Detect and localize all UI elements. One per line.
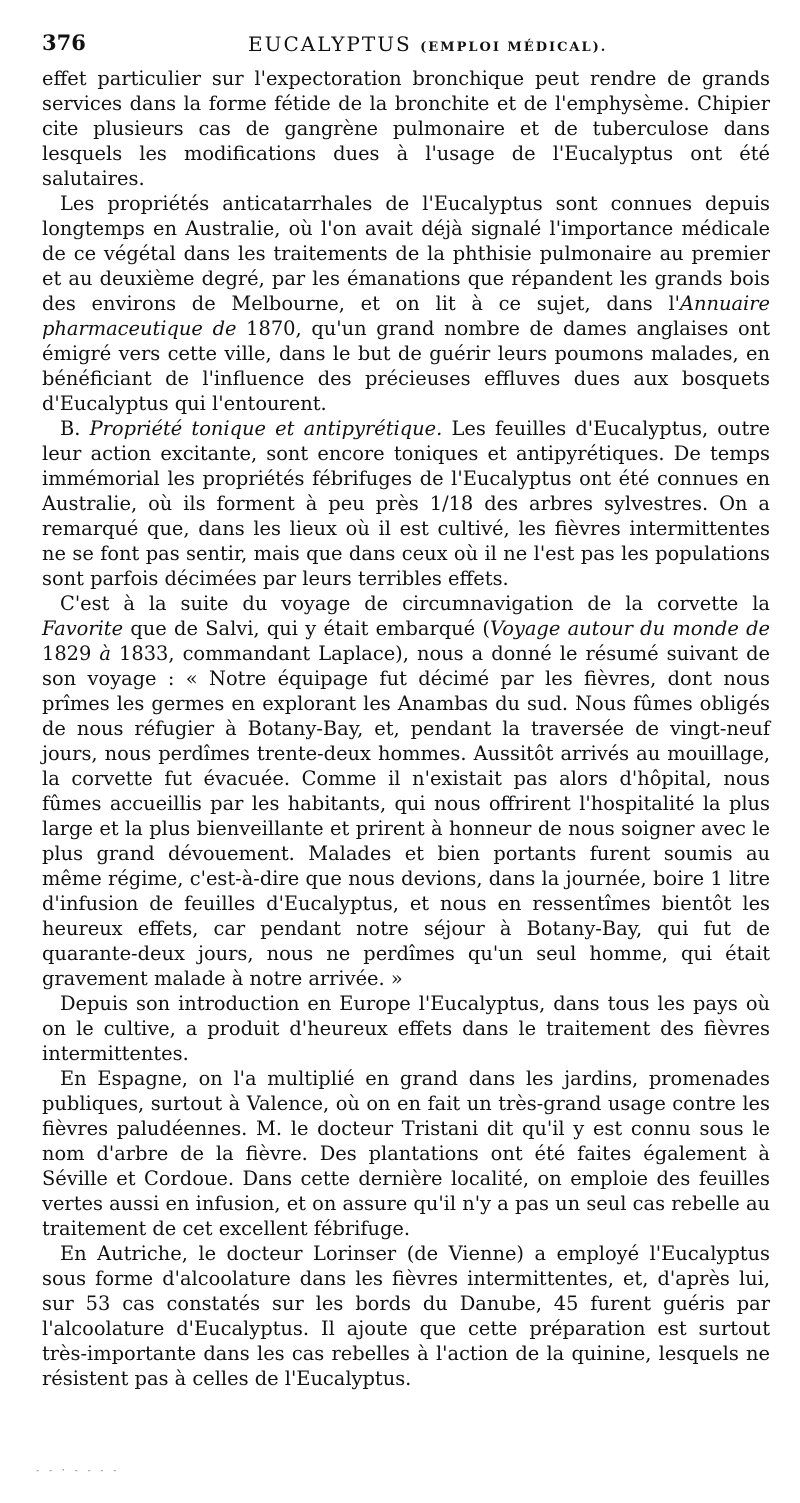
- text-run: Depuis son introduction en Europe l'Eucalyptus, dans tous les pays où on le cultive, a produit d'heureux effets dans le traitement des fièvres intermittentes.: [42, 992, 770, 1065]
- paragraph-2: [42, 191, 770, 416]
- italic-run: Annuaire pharmaceutique de: [42, 292, 770, 340]
- paragraph-5: [42, 991, 770, 1066]
- text-run: 1829: [42, 642, 100, 665]
- italic-run: Voyage autour du monde de: [490, 617, 770, 640]
- text-run: Les propriétés anticatarrhales de l'Eucalyptus sont connues depuis longtemps en Australie, où l'on avait déjà signalé l'importance médicale de ce végétal dans les traitements de la phthisie pulmonaire au premier et au deuxième degré, par les émanations que répandent les grands bois des environs de Melbourne, et on lit à ce sujet, dans l': [42, 192, 770, 315]
- page-number: 376: [42, 30, 86, 55]
- running-title-subtitle: (EMPLOI MÉDICAL).: [420, 40, 608, 55]
- paragraph-7: [42, 1241, 770, 1391]
- text-run: que de Salvi, qui y était embarqué (: [123, 617, 490, 640]
- text-run: En Espagne, on l'a multiplié en grand dans les jardins, promenades publiques, surtout à Valence, où on en fait un très-grand usage contre les fièvres paludéennes. M. le docteur Tristani dit qu'il y est connu sous le nom d'arbre de la fièvre. Des plantations ont été faites également à Séville et Cordoue. Dans cette dernière localité, on emploie des feuilles vertes aussi en infusion, et on assure qu'il n'y a pas un seul cas rebelle au traitement de cet excellent fébrifuge.: [42, 1067, 770, 1240]
- running-title-main: EUCALYPTUS: [248, 32, 412, 56]
- italic-run: Propriété tonique et antipyrétique.: [89, 417, 443, 440]
- footer-mark: - - · - - - -: [35, 1466, 119, 1476]
- paragraph-3: [42, 416, 770, 591]
- italic-run: à: [99, 642, 111, 665]
- paragraph-4: [42, 591, 770, 991]
- running-header: [42, 30, 770, 66]
- book-page: [42, 30, 770, 1391]
- text-run: En Autriche, le docteur Lorinser (de Vienne) a employé l'Eucalyptus sous forme d'alcoolature dans les fièvres intermittentes, et, d'après lui, sur 53 cas constatés sur les bords du Danube, 45 furent guéris par l'alcoolature d'Eucalyptus. Il ajoute que cette préparation est surtout très-importante dans les cas rebelles à l'action de la quinine, lesquels ne résistent pas à celles de l'Eucalyptus.: [42, 1242, 770, 1390]
- paragraph-6: [42, 1066, 770, 1241]
- running-title: [248, 32, 607, 56]
- text-run: C'est à la suite du voyage de circumnavigation de la corvette la: [60, 592, 770, 615]
- italic-run: Favorite: [42, 617, 124, 640]
- text-run: effet particulier sur l'expectoration bronchique peut rendre de grands services dans la forme fétide de la bronchite et de l'emphysème. Chipier cite plusieurs cas de gangrène pulmonaire et de tuberculose dans lesquels les modifications dues à l'usage de l'Eucalyptus ont été salutaires.: [42, 67, 770, 190]
- text-run: 1870, qu'un grand nombre de dames anglaises ont émigré vers cette ville, dans le but de guérir leurs poumons malades, en bénéficiant de l'influence des précieuses effluves dues aux bosquets d'Eucalyptus qui l'entourent.: [42, 317, 770, 415]
- body-text: [42, 66, 770, 1391]
- paragraph-1: [42, 66, 770, 191]
- text-run: Les feuilles d'Eucalyptus, outre leur action excitante, sont encore toniques et antipyrétiques. De temps immémorial les propriétés fébrifuges de l'Eucalyptus ont été connues en Australie, où ils forment à peu près 1/18 des arbres sylvestres. On a remarqué que, dans les lieux où il est cultivé, les fièvres intermittentes ne se font pas sentir, mais que dans ceux où il ne l'est pas les populations sont parfois décimées par leurs terribles effets.: [42, 417, 770, 590]
- text-run: B.: [60, 417, 90, 440]
- text-run: 1833, commandant Laplace), nous a donné le résumé suivant de son voyage : « Notre équipage fut décimé par les fièvres, dont nous prîmes les germes en explorant les Anambas du sud. Nous fûmes obligés de nous réfugier à Botany-Bay, et, pendant la traversée de vingt-neuf jours, nous perdîmes trente-deux hommes. Aussitôt arrivés au mouillage, la corvette fut évacuée. Comme il n'existait pas alors d'hôpital, nous fûmes accueillis par les habitants, qui nous offrirent l'hospitalité la plus large et la plus bienveillante et prirent à honneur de nous soigner avec le plus grand dévouement. Malades et bien portants furent soumis au même régime, c'est-à-dire que nous devions, dans la journée, boire 1 litre d'infusion de feuilles d'Eucalyptus, et nous en ressentîmes bientôt les heureux effets, car pendant notre séjour à Botany-Bay, qui fut de quarante-deux jours, nous ne perdîmes qu'un seul homme, qui était gravement malade à notre arrivée. »: [42, 642, 771, 990]
